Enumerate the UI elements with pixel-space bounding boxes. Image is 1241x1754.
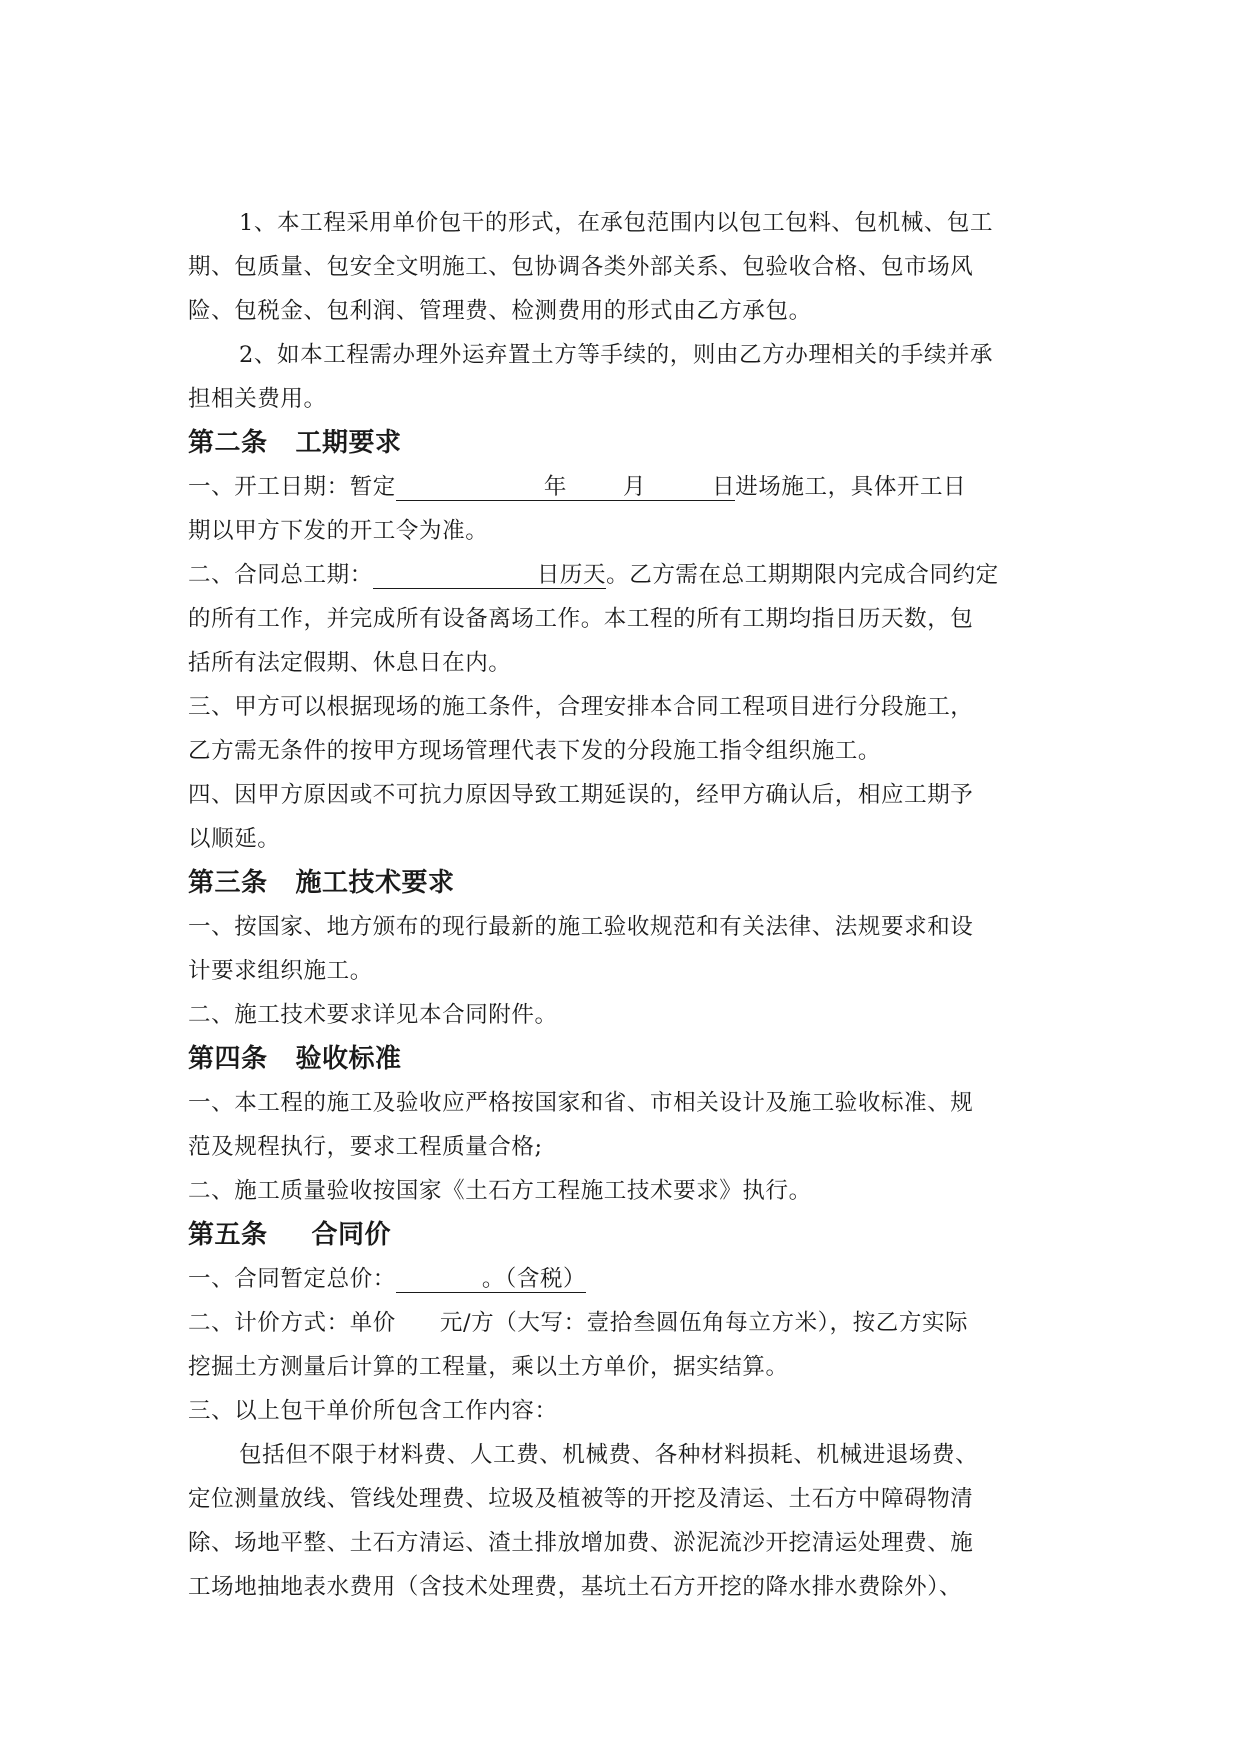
document-body bbox=[188, 201, 1056, 1609]
start-date-field bbox=[396, 474, 735, 501]
article-4-heading bbox=[188, 1037, 1056, 1081]
unit-price-description: 元/方（大写：壹拾叁圆伍角每立方米），按乙方实际 bbox=[439, 1310, 969, 1336]
paragraph-line: 险、包税金、包利润、管理费、检测费用的形式由乙方承包。 bbox=[188, 298, 812, 324]
contract-total-line bbox=[188, 1257, 1056, 1301]
paragraph-line: 三、甲方可以根据现场的施工条件，合理安排本合同工程项目进行分段施工， bbox=[188, 694, 974, 720]
paragraph-line: 范及规程执行，要求工程质量合格; bbox=[188, 1134, 543, 1160]
paragraph-line: 乙方需无条件的按甲方现场管理代表下发的分段施工指令组织施工。 bbox=[188, 738, 882, 764]
paragraph-line: 2、如本工程需办理外运弃置土方等手续的，则由乙方办理相关的手续并承 bbox=[239, 342, 994, 368]
paragraph-line: 1、本工程采用单价包干的形式，在承包范围内以包工包料、包机械、包工 bbox=[239, 210, 994, 236]
start-date-suffix: 进场施工，具体开工日 bbox=[735, 474, 967, 500]
paragraph-line: 的所有工作，并完成所有设备离场工作。本工程的所有工期均指日历天数，包 bbox=[188, 606, 974, 632]
total-duration-suffix: 。乙方需在总工期期限内完成合同约定 bbox=[606, 562, 999, 588]
article-number: 第三条 bbox=[188, 868, 268, 898]
start-date-label: 一、开工日期：暂定 bbox=[188, 474, 396, 500]
article-number: 第二条 bbox=[188, 428, 268, 458]
day-label: 日 bbox=[712, 474, 736, 500]
pricing-method-line bbox=[188, 1301, 1056, 1345]
paragraph-line: 除、场地平整、土石方清运、渣土排放增加费、淤泥流沙开挖清运处理费、施 bbox=[188, 1530, 974, 1556]
contract-total-field bbox=[396, 1266, 586, 1293]
paragraph-line: 二、施工质量验收按国家《土石方工程施工技术要求》执行。 bbox=[188, 1178, 812, 1204]
paragraph-line: 计要求组织施工。 bbox=[188, 958, 373, 984]
paragraph-line: 一、本工程的施工及验收应严格按国家和省、市相关设计及施工验收标准、规 bbox=[188, 1090, 974, 1116]
article-number: 第五条 bbox=[188, 1220, 268, 1250]
total-duration-field bbox=[373, 562, 606, 589]
total-duration-label: 二、合同总工期： bbox=[188, 562, 373, 588]
total-duration-line bbox=[188, 553, 1056, 597]
paragraph-line: 挖掘土方测量后计算的工程量，乘以土方单价，据实结算。 bbox=[188, 1354, 789, 1380]
paragraph-line: 担相关费用。 bbox=[188, 386, 327, 412]
unit-price-label: 二、计价方式：单价 bbox=[188, 1310, 396, 1336]
article-title: 工期要求 bbox=[295, 428, 402, 458]
paragraph-line: 三、以上包干单价所包含工作内容： bbox=[188, 1398, 558, 1424]
paragraph-line: 期、包质量、包安全文明施工、包协调各类外部关系、包验收合格、包市场风 bbox=[188, 254, 974, 280]
month-label: 月 bbox=[623, 474, 647, 500]
paragraph-line: 定位测量放线、管线处理费、垃圾及植被等的开挖及清运、土石方中障碍物清 bbox=[188, 1486, 974, 1512]
tax-note: 。（含税） bbox=[481, 1266, 587, 1292]
article-title: 合同价 bbox=[311, 1220, 392, 1250]
calendar-days-label: 日历天 bbox=[536, 562, 607, 588]
contract-total-label: 一、合同暂定总价： bbox=[188, 1266, 396, 1292]
paragraph-line: 二、施工技术要求详见本合同附件。 bbox=[188, 1002, 558, 1028]
article-5-heading bbox=[188, 1213, 1056, 1257]
paragraph-line: 期以甲方下发的开工令为准。 bbox=[188, 518, 489, 544]
article-title: 施工技术要求 bbox=[295, 868, 455, 898]
article-3-heading bbox=[188, 861, 1056, 905]
paragraph-line: 括所有法定假期、休息日在内。 bbox=[188, 650, 512, 676]
paragraph-line: 工场地抽地表水费用（含技术处理费，基坑土石方开挖的降水排水费除外）、 bbox=[188, 1574, 963, 1600]
year-label: 年 bbox=[543, 474, 568, 500]
paragraph-line: 包括但不限于材料费、人工费、机械费、各种材料损耗、机械进退场费、 bbox=[239, 1442, 979, 1468]
paragraph-line: 一、按国家、地方颁布的现行最新的施工验收规范和有关法律、法规要求和设 bbox=[188, 914, 974, 940]
start-date-line bbox=[188, 465, 1056, 509]
article-number: 第四条 bbox=[188, 1044, 268, 1074]
article-title: 验收标准 bbox=[295, 1044, 402, 1074]
article-2-heading bbox=[188, 421, 1056, 465]
paragraph-line: 四、因甲方原因或不可抗力原因导致工期延误的，经甲方确认后，相应工期予 bbox=[188, 782, 974, 808]
paragraph-line: 以顺延。 bbox=[188, 826, 281, 852]
